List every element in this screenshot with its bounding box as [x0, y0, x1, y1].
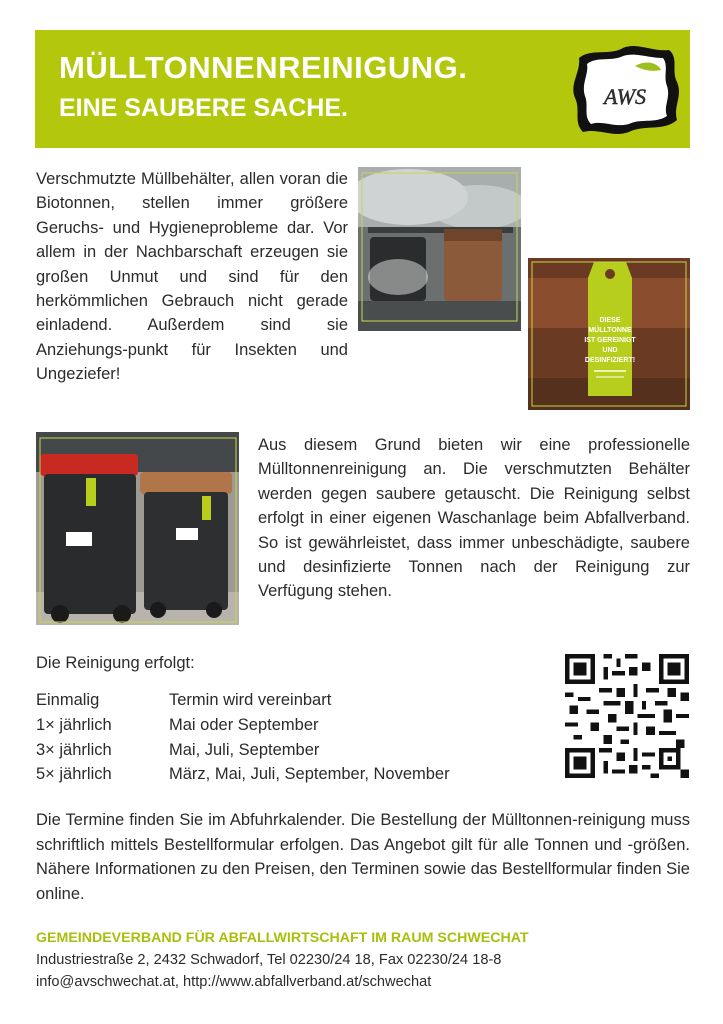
page-title: MÜLLTONNENREINIGUNG.	[59, 50, 468, 85]
schedule-row	[36, 713, 450, 738]
schedule-row	[36, 688, 450, 713]
schedule-dates: Mai, Juli, September	[169, 740, 320, 759]
intro-paragraph: Verschmutzte Müllbehälter, allen voran die Biotonnen, stellen immer größere Geruchs- und Hygieneprobleme dar. Vor allem in der Nachbarschaft erzeugen sie großen Unmut und sind für den herkömmlichen Gebrauch nicht gerade einladend. Außerdem sind sie Anziehungs-punkt für Insekten und Ungeziefer!	[36, 170, 348, 384]
footer-contact-links[interactable]: info@avschwechat.at, http://www.abfallverband.at/schwechat	[36, 973, 432, 990]
footer-contact	[36, 928, 529, 993]
footer-address: Industriestraße 2, 2432 Schwadorf, Tel 02230/24 18, Fax 02230/24 18-8	[36, 951, 502, 968]
schedule-dates: Mai oder September	[169, 715, 319, 734]
service-paragraph: Aus diesem Grund bieten wir eine professionelle Mülltonnenreinigung an. Die verschmutzten Behälter werden gegen saubere getauscht. Die Reinigung selbst erfolgt in einer eigenen Waschanlage beim Abfallverband. So ist gewährleistet, dass immer unbeschädigte, saubere und desinfizierte Tonnen nach der Reinigung zur Verfügung stehen.	[258, 436, 690, 601]
header-banner	[35, 30, 690, 148]
schedule-frequency: 1× jährlich	[36, 715, 112, 734]
schedule-dates: Termin wird vereinbart	[169, 691, 332, 709]
schedule-title: Die Reinigung erfolgt:	[36, 654, 195, 672]
svg-text:DIESE: DIESE	[599, 317, 621, 324]
svg-text:AWS: AWS	[604, 84, 646, 109]
aws-logo	[565, 40, 685, 140]
schedule-row	[36, 762, 450, 787]
svg-text:MÜLLTONNE: MÜLLTONNE	[588, 327, 632, 334]
svg-text:UND: UND	[602, 347, 618, 354]
qr-code[interactable]	[565, 654, 689, 778]
schedule-frequency: 5× jährlich	[36, 765, 112, 784]
schedule-row	[36, 738, 450, 763]
schedule-table	[36, 688, 450, 787]
schedule-frequency: 3× jährlich	[36, 740, 112, 759]
footer-organization: GEMEINDEVERBAND FÜR ABFALLWIRTSCHAFT IM RAUM SCHWECHAT	[36, 930, 529, 946]
schedule-frequency: Einmalig	[36, 691, 100, 709]
svg-text:DESINFIZIERT!: DESINFIZIERT!	[584, 357, 636, 364]
photo-bins	[36, 432, 239, 625]
svg-text:IST GEREINIGT: IST GEREINIGT	[584, 337, 636, 344]
photo-cleaned-tag	[528, 258, 690, 410]
info-paragraph: Die Termine finden Sie im Abfuhrkalender. Die Bestellung der Mülltonnen-reinigung muss schriftlich mittels Bestellformular erfolgen. Das Angebot gilt für alle Tonnen und -größen. Nähere Informationen zu den Preisen, den Terminen sowie das Bestellformular finden Sie online.	[36, 811, 690, 903]
page-subtitle: EINE SAUBERE SACHE.	[59, 94, 348, 122]
schedule-dates: März, Mai, Juli, September, November	[169, 765, 450, 784]
photo-washing-plant	[358, 167, 521, 331]
